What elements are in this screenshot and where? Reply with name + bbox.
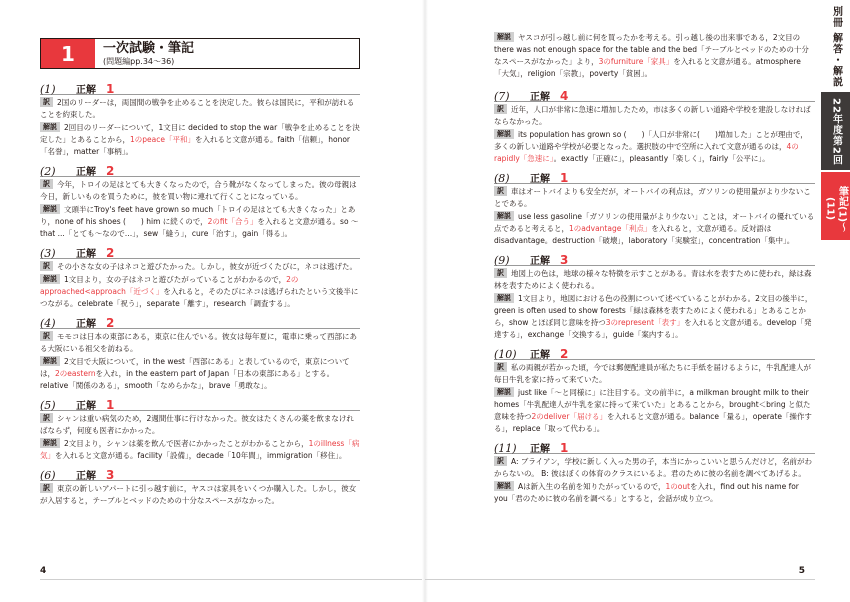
right-column bbox=[494, 32, 815, 510]
bottom-rule bbox=[425, 579, 815, 580]
explanation-text: を入れると，そのたびにネコは逃げられたという文後半につながる。celebrate「祝う」，separate「離す」，research「調査する」。 bbox=[40, 287, 359, 308]
answer-value: 1 bbox=[560, 441, 569, 455]
answer-highlight: 4のrapidly「急速に」 bbox=[494, 142, 799, 163]
translation-label: 訳 bbox=[494, 362, 507, 372]
answer-highlight: 2のapproached<approach「近づく」 bbox=[40, 275, 299, 296]
explanation-row bbox=[40, 274, 360, 310]
explanation-label: 解説 bbox=[494, 481, 514, 491]
explanation-label: 解説 bbox=[40, 122, 60, 132]
correct-label: 正解 bbox=[76, 319, 96, 330]
translation-row bbox=[40, 413, 360, 437]
answer-value: 1 bbox=[106, 398, 115, 412]
answer-highlight: 2のeastern bbox=[55, 369, 96, 378]
translation-text: 2国のリーダーは，両国間の戦争を止めることを決定した。彼らは国民に，平和が訪れることを約束した。 bbox=[40, 98, 355, 119]
question-number: (9) bbox=[494, 254, 510, 267]
explanation-text: its population has grown so ( )「人口が非常に( )増加した」ことが理由で，多くの新しい道路や学校が必要となった。選択肢の中で空所に入れて文意が通るのは， bbox=[494, 130, 808, 151]
explanation-row bbox=[40, 122, 360, 158]
explanation-text: を入れると文意が通る。facility「設備」，decade「10年間」，immigration「移住」。 bbox=[55, 451, 347, 460]
section-subtitle: (問題編pp.34〜36) bbox=[103, 57, 175, 66]
translation-row bbox=[40, 331, 360, 355]
translation-text: モモコは日本の東部にある，東京に住んでいる。彼女は毎年夏に，電車に乗って西部にある大阪にいる祖父を訪ねる。 bbox=[40, 332, 357, 353]
answer-value: 2 bbox=[106, 246, 115, 260]
question-number: (8) bbox=[494, 172, 510, 185]
explanation-text: 文頭半にTroy's feet have grown so much「トロイの足はとても大きくなった」とあり，none of his shoes ( ) him に続くので， bbox=[40, 205, 356, 226]
explanation-text: ヤスコが引っ越し前に何を買ったかを考える。引っ越し後の出来事である，2文目の there was not enough space for the table and the bed「テーブルとベッドのための十分なスペースがなかった」より， bbox=[494, 33, 809, 66]
side-tab-book-label: 別冊 解答・解説 bbox=[830, 6, 842, 88]
explanation-text: を入れ，in the eastern part of Japan「日本の東部にある」とする。relative「関係のある」，smooth「なめらかな」，brave「勇敢な」。 bbox=[40, 369, 335, 390]
explanation-text: を入れると文意が通る。develop「発達する」，exchange「交換する」，guide「案内する」。 bbox=[494, 318, 812, 339]
correct-label: 正解 bbox=[530, 256, 550, 267]
explanation-row bbox=[40, 204, 360, 240]
translation-label: 訳 bbox=[40, 261, 53, 271]
explanation-text: を入れると，文意が通る。反対語は disadvantage。destruction「破壊」，laboratory「実験室」，concentration「集中」。 bbox=[494, 224, 795, 245]
left-column bbox=[40, 38, 360, 512]
translation-label: 訳 bbox=[494, 186, 507, 196]
explanation-row bbox=[494, 481, 815, 505]
translation-label: 訳 bbox=[40, 331, 53, 341]
correct-label: 正解 bbox=[530, 444, 550, 455]
translation-text: 東京の新しいアパートに引っ越す前に，ヤスコは家具をいくつか購入した。しかし，彼女が入居すると，テーブルとベッドのための十分なスペースがなかった。 bbox=[40, 484, 357, 505]
explanation-text: 2回目のリーダーについて，1文目に decided to stop the war「戦争を止めることを決定した」とあることから， bbox=[40, 123, 360, 144]
item-header bbox=[494, 346, 815, 360]
translation-row bbox=[494, 104, 815, 128]
translation-label: 訳 bbox=[494, 268, 507, 278]
question-number: (2) bbox=[40, 165, 56, 178]
translation-label: 訳 bbox=[40, 179, 53, 189]
question-number: (6) bbox=[40, 469, 56, 482]
answer-item bbox=[40, 397, 360, 462]
explanation-label: 解説 bbox=[40, 274, 60, 284]
answer-value: 2 bbox=[560, 347, 569, 361]
explanation-text: use less gasoline「ガソリンの使用量がより少ない」ことは，オートバイの優れている点であると考えると， bbox=[494, 212, 815, 233]
answer-highlight: 3のrepresent「表す」 bbox=[605, 318, 685, 327]
translation-label: 訳 bbox=[494, 104, 507, 114]
explanation-text: 。exactly「正確に」，pleasantly「楽しく」，fairly「公平に」。 bbox=[553, 154, 770, 163]
side-tab-year-label: 22年度第2回 bbox=[830, 98, 842, 166]
question-number: (4) bbox=[40, 317, 56, 330]
answer-value: 2 bbox=[106, 164, 115, 178]
answer-item bbox=[494, 346, 815, 435]
question-number: (3) bbox=[40, 247, 56, 260]
answer-item bbox=[40, 315, 360, 392]
answer-highlight: 1のout bbox=[665, 482, 691, 491]
answer-value: 3 bbox=[560, 253, 569, 267]
explanation-row bbox=[494, 211, 815, 247]
explanation-row-continued bbox=[494, 32, 815, 80]
right-page bbox=[425, 0, 850, 602]
explanation-label: 解説 bbox=[494, 211, 514, 221]
item-header bbox=[40, 467, 360, 481]
answer-highlight: 1のpeace「平和」 bbox=[130, 135, 195, 144]
item-header bbox=[494, 88, 815, 102]
explanation-label: 解説 bbox=[494, 293, 514, 303]
translation-text: 地図上の色は，地球の様々な特徴を示すことがある。青は水を表すために使われ，緑は森林を表すためによく使われる。 bbox=[494, 269, 812, 290]
correct-label: 正解 bbox=[530, 174, 550, 185]
answer-item bbox=[40, 163, 360, 240]
section-number: 1 bbox=[41, 39, 95, 68]
answer-value: 4 bbox=[560, 89, 569, 103]
item-header bbox=[494, 252, 815, 266]
item-header bbox=[40, 315, 360, 329]
side-tab-section-label: 筆記(1)〜(11) bbox=[824, 185, 848, 233]
translation-row bbox=[494, 362, 815, 386]
explanation-text: 1文目より，地図における色の役割について述べていることがわかる。2文目の後半に，green is often used to show forests「緑は森林を表すためによく使われる」とあることから，show とほぼ同じ意味を持つ bbox=[494, 294, 813, 327]
explanation-label: 解説 bbox=[494, 32, 514, 42]
correct-label: 正解 bbox=[76, 249, 96, 260]
translation-label: 訳 bbox=[40, 483, 53, 493]
side-tab-year bbox=[821, 92, 850, 170]
item-header bbox=[40, 81, 360, 95]
answer-item bbox=[494, 170, 815, 247]
question-number: (1) bbox=[40, 83, 56, 96]
explanation-row bbox=[40, 356, 360, 392]
translation-text: 今年，トロイの足はとても大きくなったので，合う靴がなくなってしまった。彼の母親は今日，新しいものを買うために，彼を買い物に連れて行くことになっている。 bbox=[40, 180, 357, 201]
translation-label: 訳 bbox=[40, 97, 53, 107]
explanation-label: 解説 bbox=[40, 204, 60, 214]
explanation-text: を入れると文意が通る。so 〜 that ...「とても〜なので…」，sew「縫う」，cure「治す」，gain「得る」。 bbox=[40, 217, 359, 238]
answer-highlight: 3のfurniture「家具」 bbox=[598, 57, 674, 66]
answer-item bbox=[494, 252, 815, 341]
explanation-label: 解説 bbox=[40, 356, 60, 366]
question-number: (7) bbox=[494, 90, 510, 103]
answer-value: 3 bbox=[106, 468, 115, 482]
correct-label: 正解 bbox=[530, 92, 550, 103]
answer-highlight: 2のfit「合う」 bbox=[207, 217, 258, 226]
translation-row bbox=[494, 268, 815, 292]
side-tab-book bbox=[821, 0, 850, 90]
explanation-label: 解説 bbox=[494, 387, 514, 397]
item-header bbox=[40, 397, 360, 411]
answer-highlight: 1のadvantage「利点」 bbox=[569, 224, 652, 233]
explanation-text: を入れると文意が通る。faith「信頼」，honor「名誉」，matter「事柄」。 bbox=[40, 135, 351, 156]
translation-row bbox=[40, 97, 360, 121]
correct-label: 正解 bbox=[76, 471, 96, 482]
side-tab-section bbox=[821, 172, 850, 240]
translation-row bbox=[40, 179, 360, 203]
explanation-row bbox=[494, 129, 815, 165]
page-number-left: 4 bbox=[40, 566, 47, 576]
explanation-text: 1文目より，女の子はネコと遊びたがっていることがわかるので， bbox=[64, 275, 287, 284]
answer-item bbox=[494, 88, 815, 165]
bottom-rule bbox=[40, 579, 422, 580]
translation-text: その小さな女の子はネコと遊びたかった。しかし，彼女が近づくたびに，ネコは逃げた。 bbox=[57, 262, 357, 271]
correct-label: 正解 bbox=[76, 401, 96, 412]
explanation-text: を入れると文意が通る。atmosphere「大気」，religion「宗教」，poverty「貧困」。 bbox=[494, 57, 801, 78]
translation-label: 訳 bbox=[494, 456, 507, 466]
explanation-row bbox=[40, 438, 360, 462]
explanation-text: 2文目で大阪について，in the west「西部にある」と表しているので，東京については， bbox=[40, 357, 350, 378]
question-number: (5) bbox=[40, 399, 56, 412]
answer-item bbox=[40, 81, 360, 158]
translation-label: 訳 bbox=[40, 413, 53, 423]
translation-row bbox=[40, 483, 360, 507]
explanation-row bbox=[494, 387, 815, 435]
answer-value: 1 bbox=[106, 82, 115, 96]
item-header bbox=[40, 163, 360, 177]
answer-highlight: 2のdeliver「届ける」 bbox=[531, 412, 607, 421]
answer-highlight: 1のillness「病気」 bbox=[40, 439, 360, 460]
item-header bbox=[40, 245, 360, 259]
right-items bbox=[494, 32, 815, 505]
correct-label: 正解 bbox=[76, 167, 96, 178]
item-header bbox=[494, 440, 815, 454]
explanation-text: を入れ，find out his name for you「君のために彼の名前を調べる」とすると，会話が成り立つ。 bbox=[494, 482, 799, 503]
translation-text: 近年，人口が非常に急速に増加したため，市は多くの新しい道路や学校を建設しなければならなかった。 bbox=[494, 105, 811, 126]
translation-row bbox=[494, 456, 815, 480]
explanation-text: just like「〜と同様に」に注目する。文の前半に，a milkman brought milk to their homes「牛乳配達人が牛乳を家に持って来ていた」とあることから，brought＜bring と似た意味を持つ bbox=[494, 388, 811, 421]
explanation-row bbox=[494, 293, 815, 341]
left-items bbox=[40, 81, 360, 507]
section-header bbox=[40, 38, 360, 69]
answer-item bbox=[494, 440, 815, 505]
translation-text: 私の両親が若かった頃，今では郵便配達員が私たちに手紙を届けるように，牛乳配達人が毎日牛乳を家に持って来ていた。 bbox=[494, 363, 811, 384]
explanation-text: 2文目より，シャンは薬を飲んで医者にかかったことがわかることから， bbox=[64, 439, 309, 448]
item-header bbox=[494, 170, 815, 184]
correct-label: 正解 bbox=[76, 85, 96, 96]
correct-label: 正解 bbox=[530, 350, 550, 361]
translation-row bbox=[494, 186, 815, 210]
page-number-right: 5 bbox=[798, 566, 805, 576]
answer-value: 1 bbox=[560, 171, 569, 185]
explanation-text: を入れると文意が通る。balance「量る」，operate「操作する」，replace「取って代わる」。 bbox=[494, 412, 812, 433]
explanation-label: 解説 bbox=[40, 438, 60, 448]
translation-text: 車はオートバイよりも安全だが，オートバイの利点は，ガソリンの使用量がより少ないことである。 bbox=[494, 187, 811, 208]
explanation-label: 解説 bbox=[494, 129, 514, 139]
section-title-box bbox=[95, 39, 359, 68]
answer-item bbox=[40, 245, 360, 310]
explanation-text: Aは新入生の名前を知りたがっているので， bbox=[518, 482, 666, 491]
section-title: 一次試験・筆記 bbox=[103, 41, 195, 56]
answer-value: 2 bbox=[106, 316, 115, 330]
translation-text: シャンは重い病気のため，2週間仕事に行けなかった。彼女はたくさんの薬を飲まなければならず，何度も医者にかかった。 bbox=[40, 414, 354, 435]
question-number: (11) bbox=[494, 442, 517, 455]
question-number: (10) bbox=[494, 348, 517, 361]
answer-item bbox=[40, 467, 360, 507]
translation-row bbox=[40, 261, 360, 273]
translation-text: A: ブライアン，学校に新しく入った男の子，本当にかっこいいと思うんだけど，名前がわからないの。 B: 彼はぼくの体育のクラスにいるよ。君のために彼の名前を調べてあげるよ。 bbox=[494, 457, 813, 478]
